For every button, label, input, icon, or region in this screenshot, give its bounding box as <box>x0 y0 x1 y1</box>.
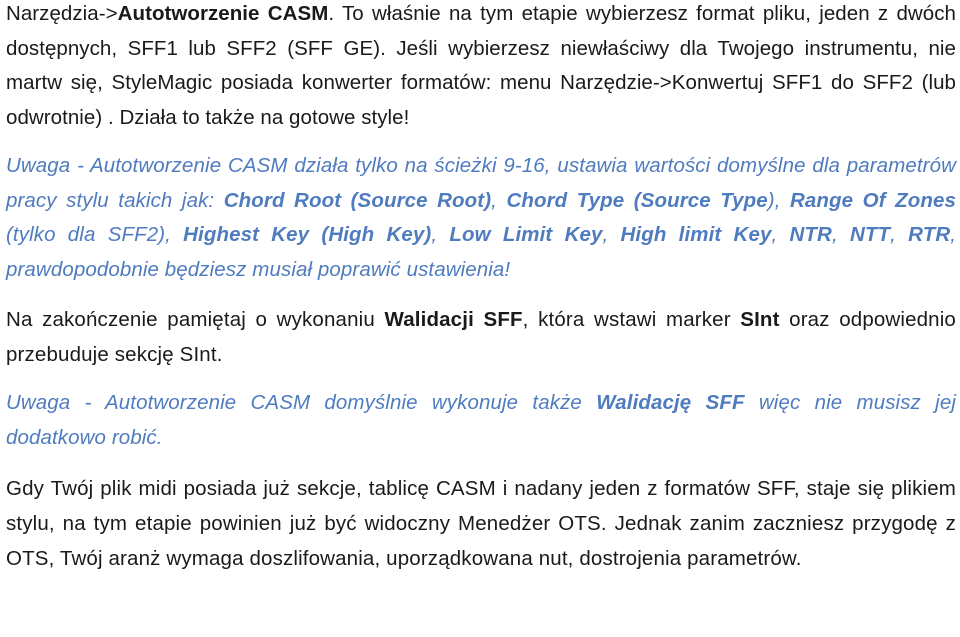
bold-term: Walidację SFF <box>596 391 745 414</box>
paragraph-ots-manager <box>6 471 956 576</box>
bold-term: Walidacji SFF <box>384 308 523 331</box>
bold-term: Low Limit Key <box>449 223 603 246</box>
text: więc nie musisz jej dodatkowo robić. <box>6 391 956 449</box>
text: , <box>491 188 507 212</box>
text: oraz odpowiednio przebuduje sekcję SInt. <box>6 308 956 366</box>
text: Narzędzia-> <box>6 2 118 25</box>
bold-term: Chord Root (Source Root) <box>223 188 492 212</box>
text: , która wstawi marker <box>522 308 741 331</box>
bold-term: Autotworzenie CASM <box>117 2 329 25</box>
bold-term: Highest Key (High Key) <box>183 223 432 246</box>
text: (tylko dla SFF2), <box>6 223 184 246</box>
bold-term: NTR <box>789 223 832 246</box>
text: , <box>771 223 790 246</box>
note-paragraph-auto-validation <box>6 386 956 455</box>
text: . To właśnie na tym etapie wybierzesz format pliku, jeden z dwóch dostępnych, SFF1 lub SFF2 (SFF GE). Jeśli wybierzesz niewłaściwy dla Twojego instrumentu, nie martw się, StyleMagic posiada konwerter formatów: menu Narzędzie->Konwertuj SFF1 do SFF2 (lub odwrotnie) . Działa to także na gotowe style! <box>6 2 956 129</box>
text: Gdy Twój plik midi posiada już sekcje, tablicę CASM i nadany jeden z formatów SFF, staje się plikiem stylu, na tym etapie powinien już być widoczny Menedżer OTS. Jednak zanim zaczniesz przygodę z OTS, Twój aranż wymaga doszlifowania, uporządkowana nut, dostrojenia parametrów. <box>6 477 956 570</box>
text: Na zakończenie pamiętaj o wykonaniu <box>6 308 385 331</box>
bold-term: Range Of Zones <box>790 188 956 212</box>
text: Uwaga - Autotworzenie CASM domyślnie wykonuje także <box>6 391 597 414</box>
text: , <box>890 223 909 246</box>
paragraph-validation-reminder <box>6 302 956 372</box>
bold-term: RTR <box>908 223 951 246</box>
bold-term: NTT <box>849 223 891 246</box>
bold-term: High limit Key <box>620 223 772 246</box>
text: , <box>431 223 450 246</box>
bold-term: SInt <box>740 308 780 331</box>
text: Uwaga - Autotworzenie CASM działa tylko na ścieżki 9-16, ustawia wartości domyślne dla parametrów pracy stylu takich jak: <box>6 154 956 212</box>
bold-term: Chord Type (Source Type <box>506 188 768 212</box>
text: ), <box>767 188 790 212</box>
text: , prawdopodobnie będziesz musiał poprawić ustawienia! <box>6 223 957 281</box>
text: , <box>602 223 621 246</box>
paragraph-autotworzenie-intro <box>6 0 956 135</box>
text: , <box>831 223 850 246</box>
note-paragraph-casm-tracks <box>6 149 956 287</box>
document-body <box>6 0 956 576</box>
